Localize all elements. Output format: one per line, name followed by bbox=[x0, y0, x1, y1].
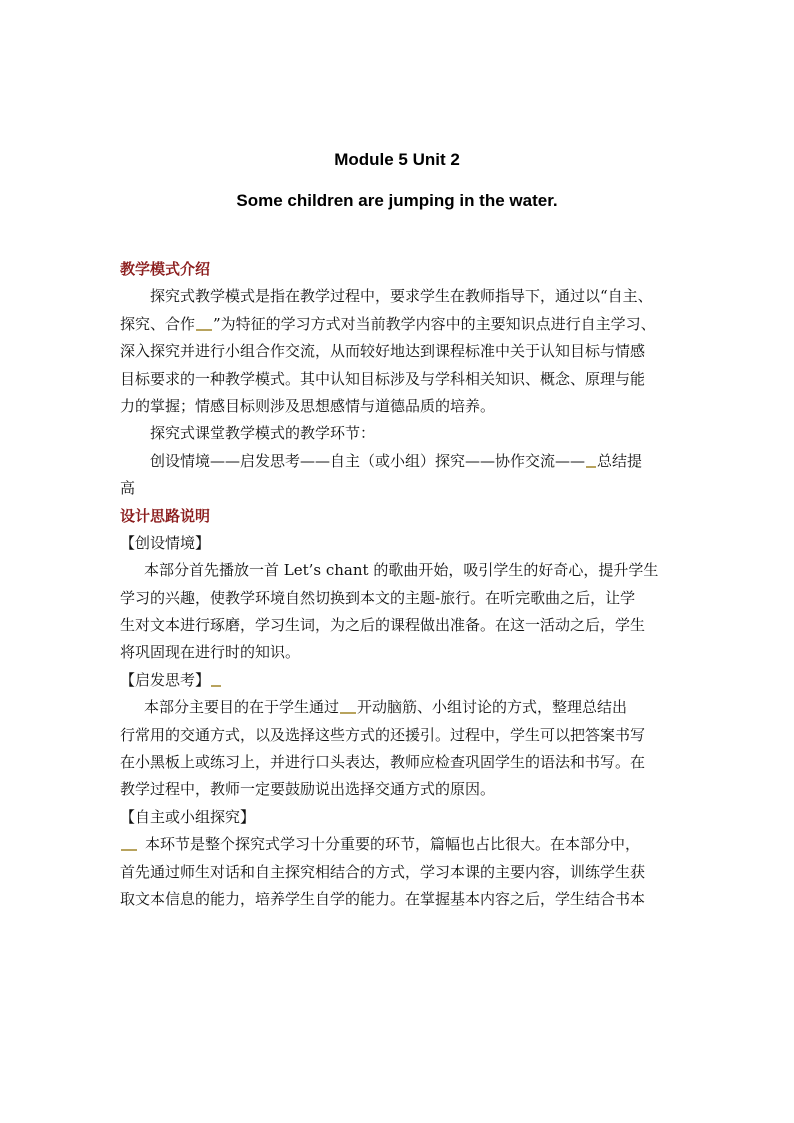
paragraph-line: 本部分首先播放一首 Let’s chant 的歌曲开始，吸引学生的好奇心，提升学生 bbox=[144, 561, 659, 580]
text-segment: 开动脑筋、小组讨论的方式，整理总结出 bbox=[357, 698, 628, 717]
blank-mark bbox=[340, 712, 356, 714]
blank-mark bbox=[211, 685, 221, 687]
paragraph-line: 探究式教学模式是指在教学过程中，要求学生在教师指导下，通过以“自主、 bbox=[150, 287, 653, 306]
section-heading-teaching-mode: 教学模式介绍 bbox=[120, 260, 211, 278]
paragraph-line: 取文本信息的能力，培养学生自学的能力。在掌握基本内容之后，学生结合书本 bbox=[120, 889, 646, 908]
blank-mark bbox=[121, 849, 137, 851]
paragraph-line: 将巩固现在进行时的知识。 bbox=[120, 643, 301, 662]
text-segment: ”为特征的学习方式对当前教学内容中的主要知识点进行自主学习、 bbox=[213, 314, 656, 333]
paragraph-line: 高 bbox=[120, 479, 136, 498]
paragraph-line: 学习的兴趣，使教学环境自然切换到本文的主题-旅行。在听完歌曲之后，让学 bbox=[120, 588, 636, 607]
text-segment: 总结提 bbox=[597, 451, 643, 470]
title-line-1: Module 5 Unit 2 bbox=[334, 150, 460, 169]
paragraph-line: 在小黑板上或练习上，并进行口头表达，教师应检查巩固学生的语法和书写。在 bbox=[120, 753, 646, 772]
paragraph-line: 生对文本进行琢磨，学习生词，为之后的课程做出准备。在这一活动之后，学生 bbox=[120, 616, 646, 635]
paragraph-line bbox=[120, 831, 680, 858]
document-body bbox=[120, 256, 680, 913]
paragraph-line bbox=[120, 694, 680, 721]
paragraph-line bbox=[120, 448, 680, 475]
paragraph-line: 力的掌握；情感目标则涉及思想感情与道德品质的培养。 bbox=[120, 396, 496, 415]
subheading-create-situation: 【创设情境】 bbox=[120, 533, 211, 552]
paragraph-line bbox=[120, 311, 680, 338]
title-line-2: Some children are jumping in the water. bbox=[236, 191, 558, 210]
text-segment: 本部分主要目的在于学生通过 bbox=[144, 698, 340, 717]
blank-mark bbox=[586, 466, 596, 468]
text-segment: 本环节是整个探究式学习十分重要的环节，篇幅也占比很大。在本部分中， bbox=[145, 835, 641, 854]
paragraph-line: 教学过程中，教师一定要鼓励说出选择交通方式的原因。 bbox=[120, 780, 496, 799]
text-segment: 探究、合作 bbox=[120, 314, 196, 333]
paragraph-line: 行常用的交通方式，以及选择这些方式的还援引。过程中，学生可以把答案书写 bbox=[120, 725, 646, 744]
paragraph-line: 首先通过师生对话和自主探究相结合的方式，学习本课的主要内容，训练学生获 bbox=[120, 862, 646, 881]
section-heading-design-notes: 设计思路说明 bbox=[120, 506, 211, 525]
subheading-inspire-thinking bbox=[120, 667, 680, 694]
paragraph-line: 深入探究并进行小组合作交流，从而较好地达到课程标准中关于认知目标与情感 bbox=[120, 342, 646, 361]
text-segment: 【启发思考】 bbox=[120, 670, 211, 689]
paragraph-line: 探究式课堂教学模式的教学环节： bbox=[150, 424, 376, 443]
subheading-self-group-inquiry: 【自主或小组探究】 bbox=[120, 807, 256, 826]
blank-mark bbox=[196, 329, 212, 331]
text-segment: 创设情境——启发思考——自主（或小组）探究——协作交流—— bbox=[150, 451, 586, 470]
paragraph-line: 目标要求的一种教学模式。其中认知目标涉及与学科相关知识、概念、原理与能 bbox=[120, 369, 646, 388]
